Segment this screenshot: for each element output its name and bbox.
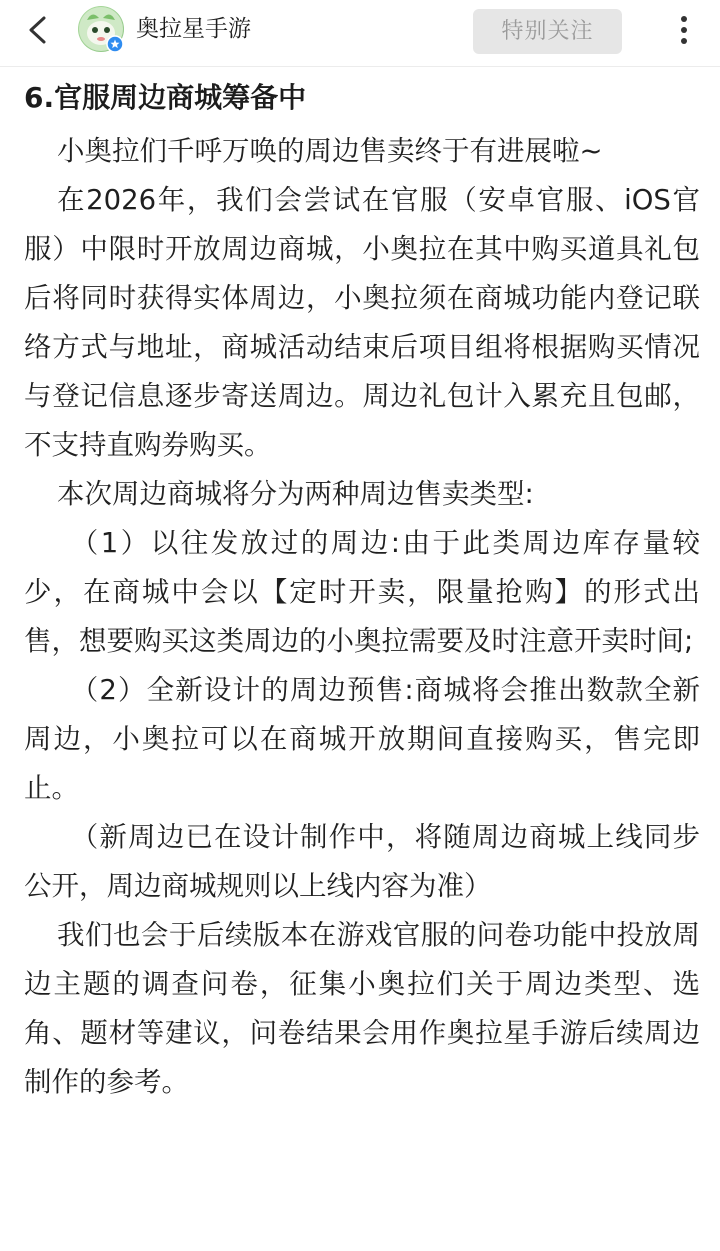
article-paragraph: 小奥拉们千呼万唤的周边售卖终于有进展啦~ xyxy=(57,135,603,167)
section-title: 6.官服周边商城筹备中 xyxy=(24,81,307,114)
article-paragraph: 本次周边商城将分为两种周边售卖类型: xyxy=(57,478,534,510)
article-paragraph: （新周边已在设计制作中，将随周边商城上线同步公开，周边商城规则以上线内容为准） xyxy=(24,821,700,902)
follow-button[interactable]: 特别关注 xyxy=(473,9,622,54)
article-body xyxy=(24,78,700,1107)
top-navigation-bar xyxy=(0,0,720,67)
verified-badge-icon xyxy=(106,35,124,53)
article-paragraph: （2）全新设计的周边预售:商城将会推出数款全新周边，小奥拉可以在商城开放期间直接购买，售完即止。 xyxy=(24,674,700,804)
vertical-dots-icon xyxy=(670,13,698,49)
article-paragraph: （1）以往发放过的周边:由于此类周边库存量较少，在商城中会以【定时开卖，限量抢购】的形式出售，想要购买这类周边的小奥拉需要及时注意开卖时间; xyxy=(24,527,700,657)
account-name[interactable]: 奥拉星手游 xyxy=(136,16,251,42)
back-button[interactable] xyxy=(18,10,58,50)
article-paragraph: 在2026年，我们会尝试在官服（安卓官服、iOS官服）中限时开放周边商城，小奥拉在其中购买道具礼包后将同时获得实体周边，小奥拉须在商城功能内登记联络方式与地址，商城活动结束后项目组将根据购买情况与登记信息逐步寄送周边。周边礼包计入累充且包邮，不支持直购券购买。 xyxy=(24,184,700,461)
article-paragraph: 我们也会于后续版本在游戏官服的问卷功能中投放周边主题的调查问卷，征集小奥拉们关于周边类型、选角、题材等建议，问卷结果会用作奥拉星手游后续周边制作的参考。 xyxy=(24,919,700,1098)
chevron-left-icon xyxy=(18,10,58,50)
more-options-button[interactable] xyxy=(670,13,698,49)
verified-badge xyxy=(106,35,124,53)
